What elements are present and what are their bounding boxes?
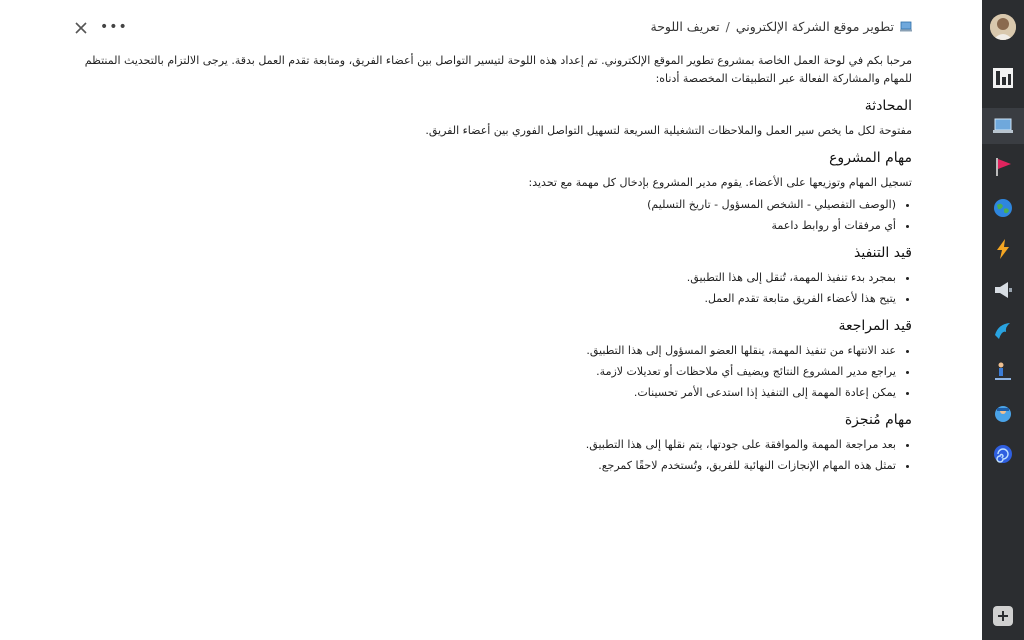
in-progress-list [80,269,912,308]
chat-heading: المحادثة [864,98,912,114]
breadcrumb-current: تعريف اللوحة [650,19,720,34]
breadcrumb [651,19,913,34]
close-button[interactable] [72,19,90,37]
list-item: • يتيح هذا لأعضاء الفريق متابعة تقدم العمل. [80,290,896,308]
app-sidebar [982,0,1024,640]
close-icon [72,19,90,37]
sidebar-item-diver[interactable] [982,395,1024,431]
review-heading: قيد المراجعة [838,318,912,334]
breadcrumb-separator: / [725,19,730,34]
list-item: • يراجع مدير المشروع النتائج ويضيف أي ملاحظات أو تعديلات لازمة. [80,363,896,381]
flag-icon [992,156,1014,178]
sidebar-item-board[interactable] [982,60,1024,96]
list-item: • تمثل هذه المهام الإنجازات النهائية للفريق، وتُستخدم لاحقًا كمرجع. [80,457,896,475]
list-item: • عند الانتهاء من تنفيذ المهمة، ينقلها العضو المسؤول إلى هذا التطبيق. [80,342,896,360]
laptop-icon [992,115,1014,137]
tasks-list [80,196,912,235]
topbar [0,14,982,42]
document-content [80,52,912,479]
list-item: • (الوصف التفصيلي - الشخص المسؤول - تاريخ التسليم) [80,196,896,214]
sidebar-item-lightning[interactable] [982,231,1024,267]
diver-icon [992,402,1014,424]
board-icon [992,67,1014,89]
sidebar-item-megaphone[interactable] [982,272,1024,308]
chat-text: مفتوحة لكل ما يخص سير العمل والملاحظات التشغيلية السريعة لتسهيل التواصل الفوري بين أعضاء الفريق. [425,124,912,137]
tasks-heading: مهام المشروع [829,150,912,166]
list-item: • بعد مراجعة المهمة والموافقة على جودتها، يتم نقلها إلى هذا التطبيق. [80,436,896,454]
sidebar-item-laptop[interactable] [982,108,1024,144]
lightning-icon [992,238,1014,260]
sidebar-item-globe[interactable] [982,190,1024,226]
list-item: • بمجرد بدء تنفيذ المهمة، تُنقل إلى هذا التطبيق. [80,269,896,287]
intro-text: مرحبا بكم في لوحة العمل الخاصة بمشروع تطوير الموقع الإلكتروني. تم إعداد هذه اللوحة لتيسير التواصل بين أعضاء الفريق، ومتابعة تقدم العمل بدقة. يرجى الالتزام بالتحديث المنتظم للمهام والمشاركة الفعالة عبر التطبيقات المخصصة أدناه: [84,54,912,85]
done-heading: مهام مُنجزة [844,412,912,428]
laptop-icon [900,21,912,33]
avatar-icon [990,14,1016,40]
in-progress-heading: قيد التنفيذ [854,245,912,261]
dolphin-icon [992,320,1014,342]
add-icon [996,609,1010,623]
review-list [80,342,912,402]
add-app-button[interactable] [993,606,1013,626]
sidebar-item-flag[interactable] [982,149,1024,185]
list-item: • يمكن إعادة المهمة إلى التنفيذ إذا استدعى الأمر تحسينات. [80,384,896,402]
sidebar-item-skier[interactable] [982,354,1024,390]
globe-icon [992,197,1014,219]
skier-icon [992,361,1014,383]
breadcrumb-parent[interactable]: تطوير موقع الشركة الإلكتروني [735,19,894,34]
sidebar-item-dolphin[interactable] [982,313,1024,349]
user-avatar[interactable] [990,14,1016,40]
list-item: • أي مرفقات أو روابط داعمة [80,217,896,235]
megaphone-icon [992,279,1014,301]
sidebar-item-spiral[interactable] [982,436,1024,472]
more-options-button[interactable]: ••• [100,19,128,35]
done-list [80,436,912,475]
spiral-icon [992,443,1014,465]
tasks-text: تسجيل المهام وتوزيعها على الأعضاء. يقوم مدير المشروع بإدخال كل مهمة مع تحديد: [528,176,912,189]
